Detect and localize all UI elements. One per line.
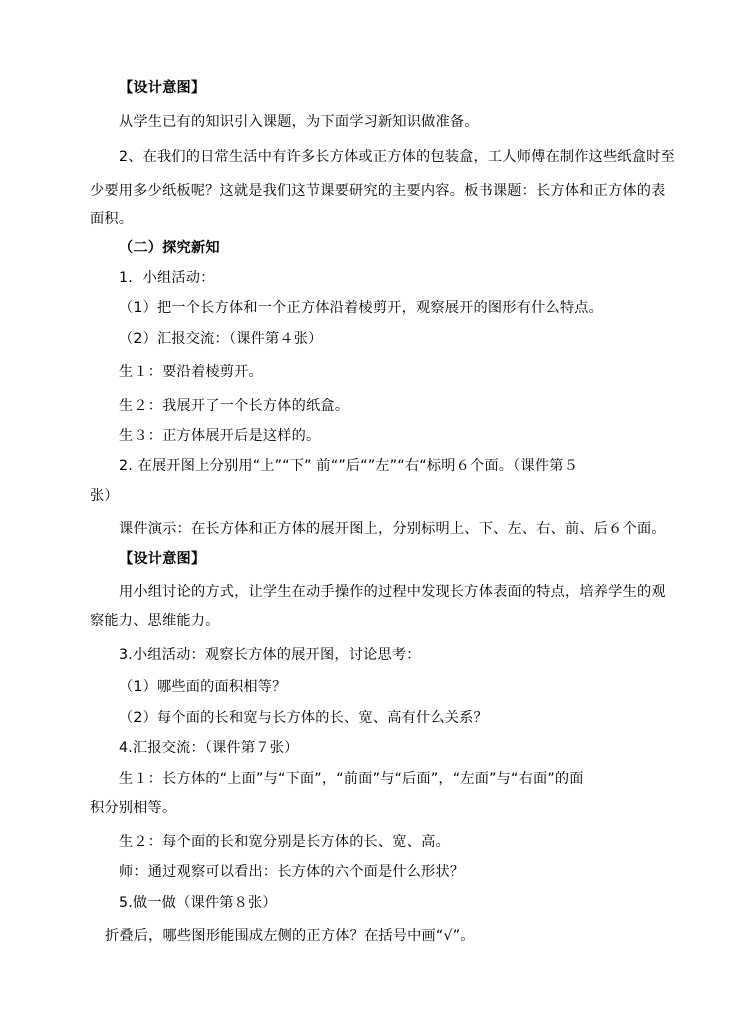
- design-intent-heading-1: 【设计意图】: [119, 80, 206, 96]
- paragraph-2-line-2: 少要用多少纸板呢？这就是我们这节课要研究的主要内容。板书课题：长方体和正方体的表: [90, 183, 666, 199]
- student-3-answer-a: 生３：正方体展开后是这样的。: [119, 428, 321, 444]
- item-group-activity-3: 3.小组活动：观察长方体的展开图，讨论思考：: [119, 647, 421, 663]
- courseware-demo-line: 课件演示：在长方体和正方体的展开图上，分别标明上、下、左、右、前、后６个面。: [119, 521, 666, 537]
- item-do-exercise-5: 5.做一做（课件第８张）: [119, 895, 277, 911]
- item-label-faces-line-1: 2. 在展开图上分别用“上”“下” 前“”后“”左”“右“标明６个面。（课件第５: [119, 458, 578, 474]
- question-length-width-relation: （2）每个面的长和宽与长方体的长、宽、高有什么关系？: [119, 710, 488, 726]
- paragraph-2-line-1: 2、在我们的日常生活中有许多长方体或正方体的包装盒，工人师傅在制作这些纸盒时至: [119, 149, 675, 165]
- item-cut-along-edges: （1）把一个长方体和一个正方体沿着棱剪开，观察展开的图形有什么特点。: [119, 300, 604, 316]
- design-intent-heading-2: 【设计意图】: [119, 551, 206, 567]
- student-2-answer-b: 生２：每个面的长和宽分别是长方体的长、宽、高。: [119, 834, 450, 850]
- paragraph-2-line-3: 面积。: [90, 211, 134, 227]
- question-equal-areas: （1）哪些面的面积相等？: [119, 679, 287, 695]
- paragraph-discussion-line-2: 察能力、思维能力。: [90, 613, 220, 629]
- item-report-exchange-1: （2）汇报交流：（课件第４张）: [119, 331, 323, 347]
- item-group-activity-1: 1．小组活动：: [119, 270, 215, 286]
- paragraph-discussion-line-1: 用小组讨论的方式，让学生在动手操作的过程中发现长方体表面的特点，培养学生的观: [119, 584, 666, 600]
- teacher-question-shape: 师：通过观察可以看出：长方体的六个面是什么形状？: [119, 864, 465, 880]
- exercise-instruction: 折叠后，哪些图形能围成左侧的正方体？在括号中画“√”。: [105, 928, 475, 944]
- student-1-answer-a: 生１：要沿着棱剪开。: [119, 364, 263, 380]
- item-label-faces-line-2: 张）: [90, 488, 119, 504]
- student-1-answer-b-line-2: 积分别相等。: [90, 800, 177, 816]
- student-1-answer-b-line-1: 生１：长方体的“上面”与“下面”，“前面”与“后面”，“左面”与“右面”的面: [119, 771, 584, 787]
- student-2-answer-a: 生２：我展开了一个长方体的纸盒。: [119, 398, 350, 414]
- paragraph-intro-purpose: 从学生已有的知识引入课题，为下面学习新知识做准备。: [119, 114, 479, 130]
- item-report-exchange-4: 4.汇报交流：（课件第７张）: [119, 740, 299, 756]
- section-heading-explore: （二）探究新知: [119, 240, 220, 256]
